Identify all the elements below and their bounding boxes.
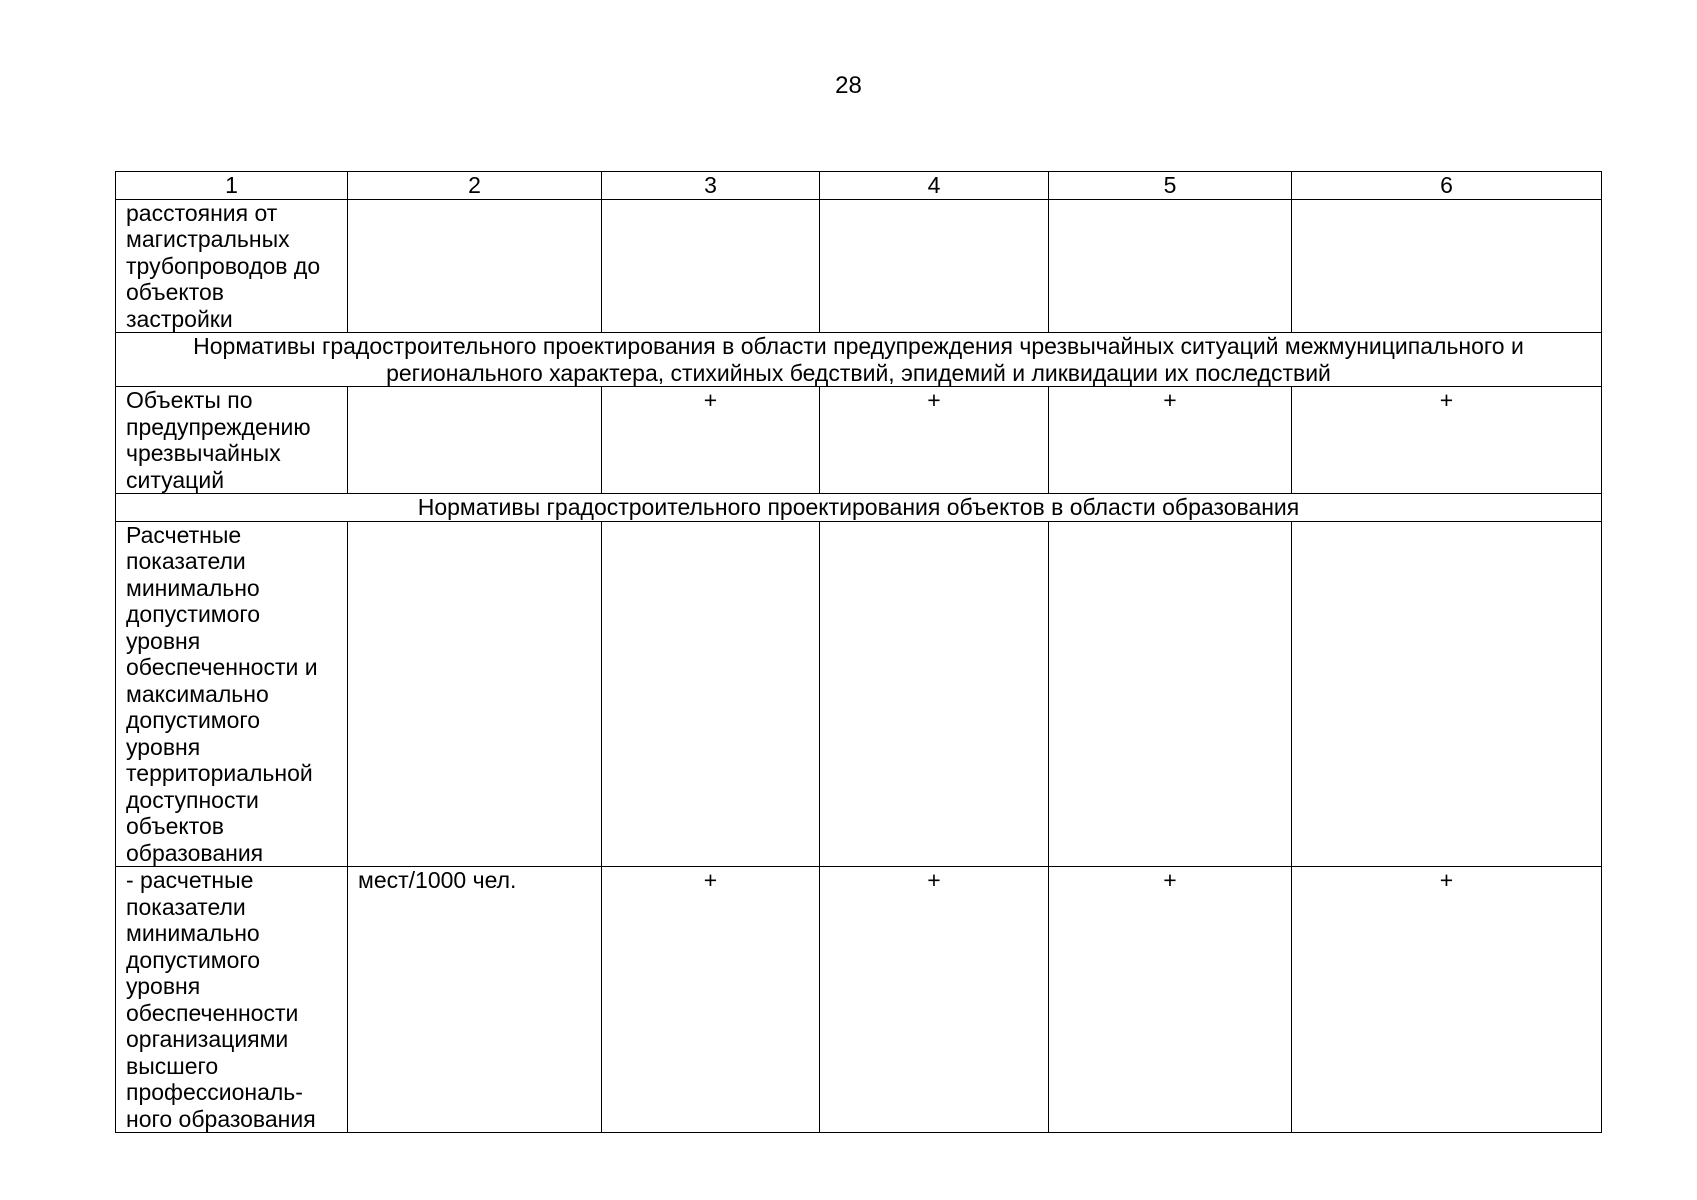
section-heading-emergency: Нормативы градостроительного проектирования в области предупреждения чрезвычайных ситуаций межмуниципального и регионального характера, стихийных бедствий, эпидемий и ликвидации их последствий [116, 333, 1602, 387]
row-unit [348, 199, 602, 333]
header-cell-5: 5 [1049, 172, 1292, 200]
row-unit [348, 387, 602, 494]
row-cell-5 [1049, 521, 1292, 867]
table-row [116, 867, 1602, 1133]
header-cell-1: 1 [116, 172, 348, 200]
table-row [116, 521, 1602, 867]
table-row [116, 199, 1602, 333]
row-unit: мест/1000 чел. [348, 867, 602, 1133]
section-row [116, 333, 1602, 387]
row-cell-6 [1292, 199, 1602, 333]
norms-table [115, 171, 1602, 1133]
row-cell-4: + [820, 387, 1049, 494]
page-number: 28 [835, 72, 862, 99]
row-label: Объекты по предупреждению чрезвычайных ситуаций [116, 387, 348, 494]
section-heading-education: Нормативы градостроительного проектирования объектов в области образования [116, 494, 1602, 522]
row-cell-5 [1049, 199, 1292, 333]
row-cell-4 [820, 521, 1049, 867]
row-cell-4: + [820, 867, 1049, 1133]
row-cell-3 [602, 199, 820, 333]
row-cell-4 [820, 199, 1049, 333]
header-cell-3: 3 [602, 172, 820, 200]
row-cell-6: + [1292, 867, 1602, 1133]
row-label: Расчетные показатели минимально допустимого уровня обеспеченности и максимально допустимого уровня территориальной доступности объектов образования [116, 521, 348, 867]
row-cell-5: + [1049, 867, 1292, 1133]
row-cell-3: + [602, 867, 820, 1133]
table-row [116, 387, 1602, 494]
table-header-row [116, 172, 1602, 200]
row-cell-5: + [1049, 387, 1292, 494]
header-cell-4: 4 [820, 172, 1049, 200]
header-cell-2: 2 [348, 172, 602, 200]
row-label: расстояния от магистральных трубопроводов до объектов застройки [116, 199, 348, 333]
row-unit [348, 521, 602, 867]
section-row [116, 494, 1602, 522]
row-cell-3 [602, 521, 820, 867]
row-label: - расчетные показатели минимально допустимого уровня обеспеченности организациями высшего профессиональ-ного образования [116, 867, 348, 1133]
row-cell-3: + [602, 387, 820, 494]
row-cell-6 [1292, 521, 1602, 867]
header-cell-6: 6 [1292, 172, 1602, 200]
row-cell-6: + [1292, 387, 1602, 494]
